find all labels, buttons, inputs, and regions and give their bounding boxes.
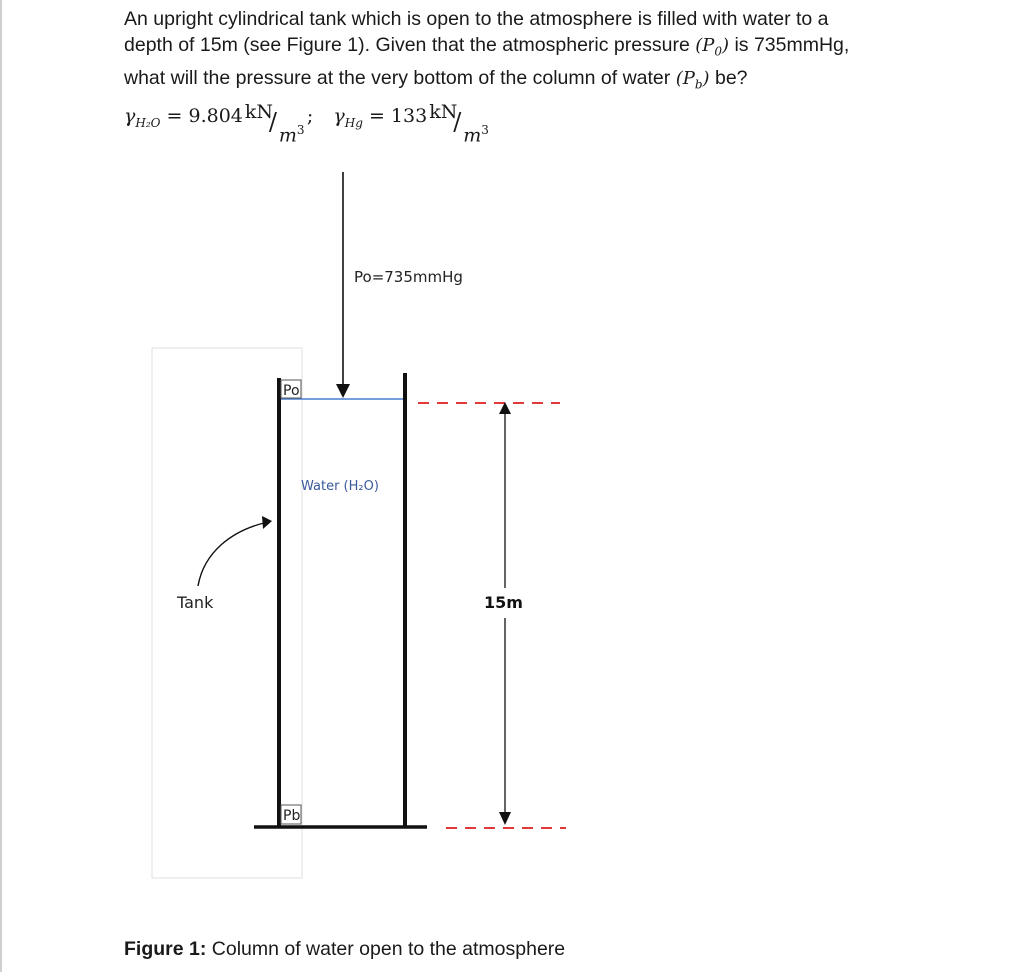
depth-label: 15m xyxy=(484,593,523,612)
po-label: Po xyxy=(283,383,300,399)
tank-pointer-curve xyxy=(198,522,268,586)
gamma-hg-subscript: Hg xyxy=(344,115,363,130)
caption-figure-number: Figure 1: xyxy=(124,938,207,960)
tank-pointer-arrowhead xyxy=(262,516,272,529)
gamma-water-symbol: γ xyxy=(124,105,136,127)
depth-arrowhead-bottom xyxy=(499,812,511,825)
problem-line-2-end: is 735mmHg, xyxy=(734,34,850,56)
given-separator: ; xyxy=(306,105,314,127)
atm-pressure-label: Po=735mmHg xyxy=(354,268,463,286)
gamma-hg-symbol: γ xyxy=(333,105,345,127)
unit-kn-per-m3: kN / $m^3$ xyxy=(244,101,305,147)
problem-line-3-end: be? xyxy=(714,66,748,89)
pb-label: Pb xyxy=(283,808,301,824)
problem-line-3: what will the pressure at the very bottom of the column of water xyxy=(124,66,671,89)
problem-line-1: An upright cylindrical tank which is open to the atmosphere is filled with water to a xyxy=(124,8,829,30)
figure-caption xyxy=(124,938,565,961)
tank-label: Tank xyxy=(177,593,214,612)
gamma-water-subscript: H₂O xyxy=(135,115,161,130)
gamma-hg-value: = 133 xyxy=(368,105,428,127)
atm-pressure-arrowhead xyxy=(336,384,350,398)
gamma-water-value: = 9.804 xyxy=(166,105,243,127)
problem-line-2: depth of 15m (see Figure 1). Given that the atmospheric pressure xyxy=(124,34,690,56)
pb-symbol: $(P_b)$ xyxy=(675,67,710,92)
p0-symbol: $(P_0)$ xyxy=(695,35,730,59)
water-label: Water (H₂O) xyxy=(301,479,379,494)
unit-kn-per-m3-2: kN / $m^3$ xyxy=(429,101,489,147)
caption-text: Column of water open to the atmosphere xyxy=(211,938,566,960)
